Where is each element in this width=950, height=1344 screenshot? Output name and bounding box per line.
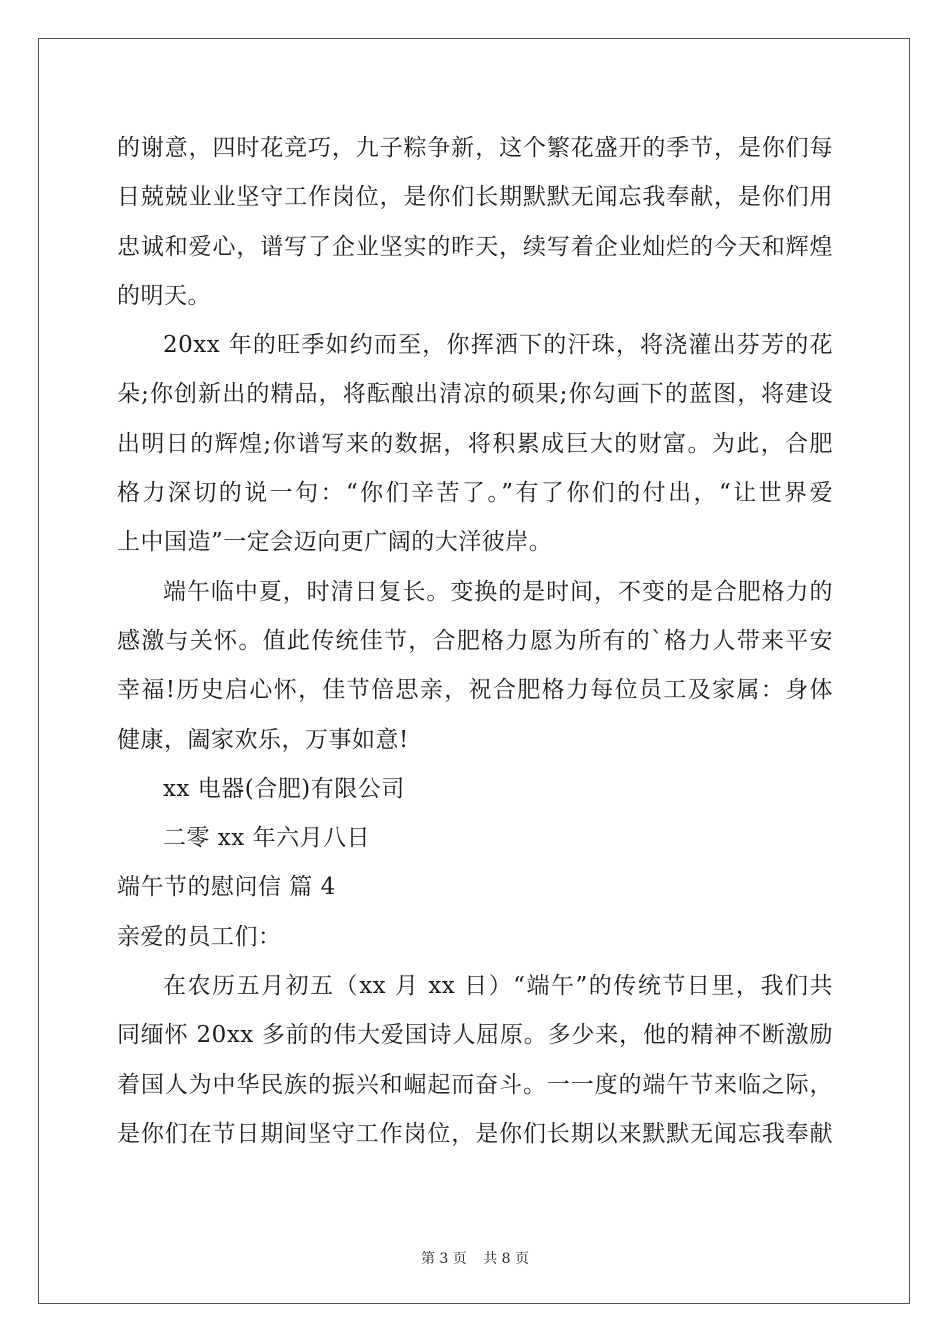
text-line: 健康，阖家欢乐，万事如意! bbox=[117, 726, 409, 753]
text-line: 忠诚和爱心，谱写了企业坚实的昨天，续写着企业灿烂的今天和辉煌 bbox=[117, 233, 833, 260]
text-line: 的谢意，四时花竞巧，九子粽争新，这个繁花盛开的季节，是你们每 bbox=[117, 135, 833, 161]
text-line: 日兢兢业业坚守工作岗位，是你们长期默默无闻忘我奉献，是你们用 bbox=[117, 184, 833, 211]
text-line: 感激与关怀。值此传统佳节，合肥格力愿为所有的`格力人带来平安 bbox=[117, 627, 833, 654]
page-footer bbox=[0, 1248, 950, 1268]
text-line: 是你们在节日期间坚守工作岗位，是你们长期以来默默无闻忘我奉献 bbox=[117, 1120, 833, 1147]
salutation: 亲爱的员工们： bbox=[117, 923, 282, 950]
text-line: 出明日的辉煌;你谱写来的数据，将积累成巨大的财富。为此，合肥 bbox=[117, 430, 833, 457]
date-line: 二零 xx 年六月八日 bbox=[163, 825, 371, 852]
section-heading: 端午节的慰问信 篇 4 bbox=[117, 874, 336, 901]
page-total: 共 8 页 bbox=[483, 1251, 530, 1267]
text-line: 幸福!历史启心怀，佳节倍思亲，祝合肥格力每位员工及家属：身体 bbox=[117, 677, 833, 704]
text-line: 同缅怀 20xx 多前的伟大爱国诗人屈原。多少来，他的精神不断激励 bbox=[117, 1022, 833, 1049]
text-line: 的明天。 bbox=[117, 282, 211, 309]
page-number: 第 3 页 bbox=[420, 1251, 467, 1267]
text-line: 在农历五月初五（xx 月 xx 日）“端午”的传统节日里，我们共 bbox=[163, 973, 833, 1000]
text-line: 朵;你创新出的精品，将酝酿出清凉的硕果;你勾画下的蓝图，将建设 bbox=[117, 381, 833, 408]
text-line: 上中国造”一定会迈向更广阔的大洋彼岸。 bbox=[117, 529, 553, 556]
text-line: 着国人为中华民族的振兴和崛起而奋斗。一一度的端午节来临之际， bbox=[117, 1071, 833, 1098]
company-signature: xx 电器(合肥)有限公司 bbox=[163, 775, 405, 802]
document-body bbox=[117, 124, 833, 1159]
text-line: 格力深切的说一句：“你们辛苦了。”有了你们的付出，“让世界爱 bbox=[117, 480, 833, 507]
text-line: 20xx 年的旺季如约而至，你挥洒下的汗珠，将浇灌出芬芳的花 bbox=[163, 332, 833, 359]
text-line: 端午临中夏，时清日复长。变换的是时间，不变的是合肥格力的 bbox=[163, 578, 833, 605]
